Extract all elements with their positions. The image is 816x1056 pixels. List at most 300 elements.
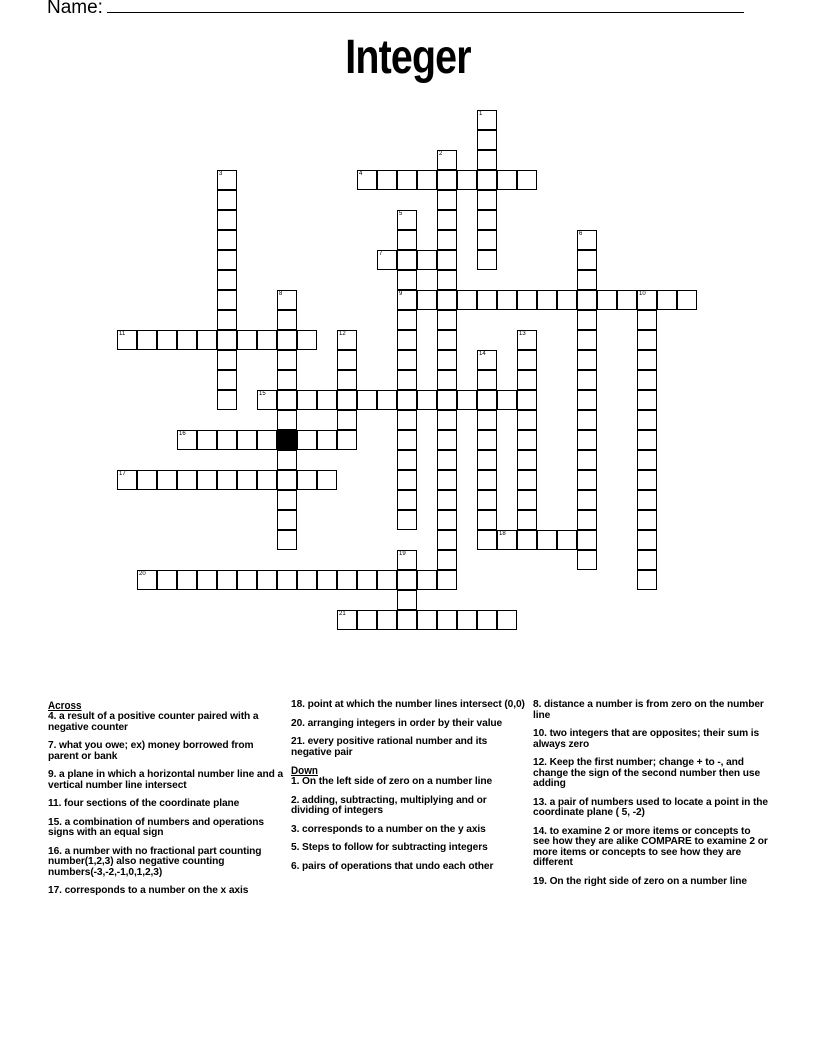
grid-cell[interactable] [517,410,537,430]
grid-cell[interactable] [277,510,297,530]
grid-cell[interactable] [417,250,437,270]
grid-cell[interactable] [397,570,417,590]
grid-cell[interactable] [337,610,357,630]
grid-cell[interactable] [417,290,437,310]
grid-cell[interactable] [217,290,237,310]
clue-item [533,877,768,888]
grid-cell[interactable] [257,390,277,410]
grid-cell[interactable] [277,470,297,490]
clue-item [533,798,768,819]
grid-cell[interactable] [517,330,537,350]
grid-cell[interactable] [437,370,457,390]
grid-cell[interactable] [517,170,537,190]
grid-cell[interactable] [437,510,457,530]
grid-cell[interactable] [277,310,297,330]
clue-item-text: two integers that are opposites; their sum is always zero [533,728,760,750]
clue-item-number: 17. [48,885,62,896]
grid-cell[interactable] [477,450,497,470]
grid-cell[interactable] [397,370,417,390]
clue-item-number: 5. [291,842,300,853]
clue-item-text: arranging integers in order by their value [304,717,503,729]
clue-item-number: 1. [291,776,300,787]
grid-cell[interactable] [637,290,657,310]
grid-cell[interactable] [477,370,497,390]
grid-cell[interactable] [397,550,417,570]
clue-number: 3 [219,171,223,177]
clue-item-number: 4. [48,711,57,722]
grid-cell[interactable] [637,470,657,490]
grid-cell[interactable] [397,470,417,490]
grid-cell[interactable] [217,270,237,290]
grid-cell[interactable] [317,390,337,410]
grid-cell[interactable] [397,230,417,250]
grid-cell[interactable] [437,190,457,210]
grid-cell[interactable] [577,530,597,550]
grid-cell[interactable] [457,290,477,310]
grid-cell[interactable] [337,330,357,350]
clue-number: 18 [499,531,506,537]
clue-number: 11 [119,331,126,337]
clue-item [533,758,768,790]
grid-cell[interactable] [577,270,597,290]
clue-item-number: 10. [533,728,547,739]
clue-number: 20 [139,571,146,577]
grid-cell[interactable] [477,530,497,550]
grid-cell[interactable] [217,470,237,490]
clue-number: 1 [479,111,483,117]
clues-column-3 [533,700,768,895]
grid-cell[interactable] [217,210,237,230]
grid-cell[interactable] [397,330,417,350]
grid-cell[interactable] [437,430,457,450]
grid-cell[interactable] [277,370,297,390]
grid-cell[interactable] [197,330,217,350]
grid-cell[interactable] [217,330,237,350]
grid-cell[interactable] [177,430,197,450]
name-label: Name: [47,0,103,18]
grid-cell[interactable] [297,470,317,490]
grid-cell[interactable] [297,570,317,590]
grid-cell[interactable] [377,610,397,630]
grid-cell[interactable] [157,330,177,350]
grid-cell[interactable] [417,390,437,410]
grid-cell[interactable] [537,530,557,550]
grid-cell[interactable] [537,290,557,310]
grid-cell[interactable] [497,610,517,630]
grid-cell[interactable] [397,270,417,290]
grid-cell[interactable] [637,330,657,350]
grid-cell[interactable] [637,530,657,550]
grid-cell[interactable] [337,350,357,370]
grid-cell[interactable] [577,490,597,510]
grid-cell[interactable] [317,430,337,450]
clue-item [48,847,283,879]
clue-number: 13 [519,331,526,337]
puzzle-title: Integer [345,31,471,84]
grid-cell[interactable] [417,610,437,630]
grid-cell[interactable] [637,450,657,470]
grid-cell[interactable] [517,470,537,490]
grid-cell[interactable] [277,410,297,430]
clue-number: 21 [339,611,346,617]
clue-item [291,862,526,873]
grid-cell[interactable] [397,390,417,410]
grid-cell[interactable] [237,570,257,590]
grid-cell[interactable] [417,570,437,590]
grid-cell[interactable] [517,510,537,530]
clue-item-number: 2. [291,794,300,806]
grid-cell[interactable] [217,570,237,590]
grid-cell[interactable] [277,570,297,590]
grid-cell[interactable] [477,250,497,270]
grid-cell[interactable] [397,410,417,430]
grid-cell[interactable] [197,570,217,590]
grid-cell[interactable] [637,410,657,430]
grid-cell[interactable] [217,230,237,250]
grid-cell[interactable] [357,570,377,590]
grid-cell[interactable] [477,510,497,530]
grid-cell[interactable] [437,310,457,330]
grid-cell[interactable] [577,230,597,250]
grid-cell[interactable] [437,490,457,510]
grid-cell[interactable] [437,150,457,170]
grid-cell[interactable] [157,570,177,590]
clue-number: 16 [179,431,186,437]
grid-cell[interactable] [377,250,397,270]
grid-cell[interactable] [497,530,517,550]
grid-cell[interactable] [437,230,457,250]
grid-cell[interactable] [457,390,477,410]
grid-cell[interactable] [337,430,357,450]
grid-cell[interactable] [137,570,157,590]
grid-cell[interactable] [637,370,657,390]
grid-cell[interactable] [377,390,397,410]
grid-cell[interactable] [297,390,317,410]
grid-cell[interactable] [577,430,597,450]
clue-number: 9 [399,291,403,297]
clue-item [533,700,768,721]
grid-cell[interactable] [277,290,297,310]
grid-cell[interactable] [217,190,237,210]
clue-item [291,719,526,730]
grid-cell[interactable] [437,570,457,590]
grid-cell[interactable] [277,450,297,470]
clue-item-number: 8. [533,699,542,710]
grid-cell[interactable] [277,490,297,510]
grid-cell[interactable] [477,230,497,250]
grid-cell[interactable] [437,530,457,550]
clue-item [48,818,283,839]
grid-cell[interactable] [637,390,657,410]
grid-cell[interactable] [637,350,657,370]
clue-item-text: what you owe; ex) money borrowed from parent or bank [48,740,254,762]
grid-cell[interactable] [437,210,457,230]
grid-cell[interactable] [577,330,597,350]
grid-cell[interactable] [517,490,537,510]
grid-cell[interactable] [177,570,197,590]
grid-cell[interactable] [257,470,277,490]
grid-cell[interactable] [297,330,317,350]
grid-cell[interactable] [317,570,337,590]
grid-cell[interactable] [577,350,597,370]
clues-column-2 [291,700,526,880]
grid-cell[interactable] [577,370,597,390]
grid-cell[interactable] [497,390,517,410]
grid-cell[interactable] [497,290,517,310]
grid-cell[interactable] [437,390,457,410]
grid-cell[interactable] [337,570,357,590]
grid-cell[interactable] [577,550,597,570]
clue-item-number: 3. [291,823,300,835]
grid-cell[interactable] [117,470,137,490]
grid-cell[interactable] [357,390,377,410]
grid-cell[interactable] [397,290,417,310]
clue-item-number: 13. [533,796,547,808]
clues-column-1 [48,700,283,905]
grid-cell[interactable] [237,470,257,490]
grid-cell[interactable] [437,450,457,470]
clue-item [533,827,768,869]
grid-cell[interactable] [557,290,577,310]
grid-cell[interactable] [517,290,537,310]
grid-cell[interactable] [517,530,537,550]
grid-cell[interactable] [397,250,417,270]
grid-cell[interactable] [437,250,457,270]
grid-cell[interactable] [577,510,597,530]
grid-cell[interactable] [517,430,537,450]
grid-cell[interactable] [437,330,457,350]
clue-item [291,777,526,788]
grid-cell[interactable] [117,330,137,350]
clue-item-number: 16. [48,845,62,857]
grid-cell[interactable] [397,310,417,330]
grid-cell[interactable] [437,290,457,310]
grid-cell[interactable] [217,350,237,370]
clue-item [291,700,526,711]
clue-item [291,843,526,854]
grid-cell[interactable] [397,490,417,510]
clue-item-text: four sections of the coordinate plane [61,798,240,809]
grid-cell[interactable] [657,290,677,310]
grid-cell[interactable] [437,270,457,290]
grid-cell[interactable] [437,350,457,370]
grid-cell[interactable] [377,570,397,590]
grid-cell[interactable] [137,330,157,350]
grid-cell[interactable] [277,350,297,370]
grid-cell[interactable] [137,470,157,490]
grid-cell[interactable] [437,610,457,630]
grid-cell[interactable] [257,330,277,350]
grid-cell[interactable] [217,390,237,410]
grid-cell[interactable] [637,310,657,330]
grid-cell[interactable] [257,430,277,450]
clue-item-text: every positive rational number and its negative pair [291,736,488,758]
grid-cell[interactable] [357,610,377,630]
grid-cell[interactable] [397,210,417,230]
grid-cell[interactable] [517,450,537,470]
grid-cell[interactable] [277,390,297,410]
grid-cell[interactable] [477,430,497,450]
grid-cell[interactable] [357,170,377,190]
clue-item-number: 14. [533,825,547,837]
grid-cell[interactable] [217,370,237,390]
clue-number: 12 [339,331,346,337]
grid-cell[interactable] [337,410,357,430]
grid-cell[interactable] [677,290,697,310]
grid-cell[interactable] [437,410,457,430]
grid-cell[interactable] [517,350,537,370]
grid-cell[interactable] [417,170,437,190]
grid-cell[interactable] [437,470,457,490]
grid-cell[interactable] [237,430,257,450]
grid-cell[interactable] [477,170,497,190]
clue-item-number: 7. [48,740,57,751]
grid-cell[interactable] [477,130,497,150]
grid-cell[interactable] [477,350,497,370]
grid-cell[interactable] [237,330,257,350]
grid-cell[interactable] [297,430,317,450]
grid-cell[interactable] [477,150,497,170]
clue-item-text: a result of a positive counter paired with a negative counter [48,711,259,733]
clue-item-number: 21. [291,736,305,747]
clue-item [48,886,283,897]
grid-cell[interactable] [157,470,177,490]
clue-item-number: 15. [48,816,62,828]
clue-item [48,770,283,791]
grid-cell[interactable] [257,570,277,590]
grid-cell[interactable] [337,370,357,390]
grid-cell[interactable] [637,570,657,590]
grid-cell[interactable] [477,390,497,410]
clue-number: 10 [639,291,646,297]
clue-item [533,729,768,750]
grid-cell[interactable] [457,610,477,630]
clue-item-text: point at which the number lines intersect (0,0) [304,699,525,710]
clue-item-text: corresponds to a number on the x axis [61,885,249,896]
grid-cell[interactable] [177,470,197,490]
grid-cell[interactable] [637,550,657,570]
grid-cell-blocked [277,430,297,450]
grid-cell[interactable] [277,330,297,350]
clue-item-number: 6. [291,860,300,872]
clue-item-text: to examine 2 or more items or concepts to see how they are alike COMPARE to examine 2 or more items or concepts to see how they are different [533,825,768,868]
grid-cell[interactable] [437,550,457,570]
down-heading: Down [291,765,318,777]
grid-cell[interactable] [637,430,657,450]
grid-cell[interactable] [397,590,417,610]
grid-cell[interactable] [377,170,397,190]
grid-cell[interactable] [477,410,497,430]
clue-item-text: Steps to follow for subtracting integers [299,842,488,853]
clue-item-number: 20. [291,717,305,729]
clue-item [291,737,526,758]
grid-cell[interactable] [617,290,637,310]
clue-item-text: a combination of numbers and operations signs with an equal sign [48,816,264,838]
clue-item-text: a number with no fractional part counting number(1,2,3) also negative counting numbers(-3,-2,-1,0,1,2,3) [48,845,262,878]
clue-item-text: a pair of numbers used to locate a point in the coordinate plane ( 5, -2) [533,796,768,818]
grid-cell[interactable] [577,410,597,430]
grid-cell[interactable] [457,170,477,190]
clue-item-text: pairs of operations that undo each other [299,860,494,872]
grid-cell[interactable] [477,470,497,490]
grid-cell[interactable] [557,530,577,550]
clue-number: 7 [379,251,383,257]
grid-cell[interactable] [477,490,497,510]
clue-number: 14 [479,351,486,357]
grid-cell[interactable] [397,170,417,190]
grid-cell[interactable] [477,210,497,230]
grid-cell[interactable] [177,330,197,350]
grid-cell[interactable] [437,170,457,190]
grid-cell[interactable] [577,470,597,490]
clue-item-number: 11. [48,798,62,809]
clue-item-text: a plane in which a horizontal number line and a vertical number line intersect [48,769,284,791]
clue-item [291,796,526,817]
grid-cell[interactable] [637,490,657,510]
clue-number: 5 [399,211,403,217]
grid-cell[interactable] [397,430,417,450]
grid-cell[interactable] [217,250,237,270]
clue-item-text: On the left side of zero on a number line [299,776,493,787]
clue-number: 6 [579,231,583,237]
clue-item [48,712,283,733]
clue-item [48,799,283,810]
clue-number: 4 [359,171,363,177]
grid-cell[interactable] [477,610,497,630]
grid-cell[interactable] [397,350,417,370]
grid-cell[interactable] [397,450,417,470]
clue-number: 17 [119,471,126,477]
grid-cell[interactable] [477,110,497,130]
grid-cell[interactable] [277,530,297,550]
grid-cell[interactable] [637,510,657,530]
grid-cell[interactable] [597,290,617,310]
grid-cell[interactable] [317,470,337,490]
clue-number: 15 [259,391,266,397]
grid-cell[interactable] [197,430,217,450]
clue-item-text: adding, subtracting, multiplying and or dividing of integers [291,794,487,816]
grid-cell[interactable] [477,290,497,310]
grid-cell[interactable] [217,310,237,330]
clue-item-number: 9. [48,769,57,780]
grid-cell[interactable] [397,610,417,630]
clue-number: 8 [279,291,283,297]
grid-cell[interactable] [337,390,357,410]
clue-item-number: 19. [533,875,547,887]
clue-item [48,741,283,762]
grid-cell[interactable] [577,250,597,270]
grid-cell[interactable] [577,310,597,330]
grid-cell[interactable] [517,370,537,390]
grid-cell[interactable] [217,170,237,190]
clue-item-number: 12. [533,757,547,768]
grid-cell[interactable] [217,430,237,450]
clue-item-text: distance a number is from zero on the number line [533,699,764,721]
grid-cell[interactable] [517,390,537,410]
clue-item-text: corresponds to a number on the y axis [299,823,486,835]
grid-cell[interactable] [497,170,517,190]
clue-item-text: On the right side of zero on a number line [546,875,747,887]
clue-item-text: Keep the first number; change + to -, and change the sign of the second number then use adding [533,757,761,789]
grid-cell[interactable] [577,390,597,410]
clue-item-number: 18. [291,699,305,710]
grid-cell[interactable] [197,470,217,490]
clue-item [291,825,526,836]
grid-cell[interactable] [477,190,497,210]
grid-cell[interactable] [577,450,597,470]
grid-cell[interactable] [577,290,597,310]
grid-cell[interactable] [397,510,417,530]
